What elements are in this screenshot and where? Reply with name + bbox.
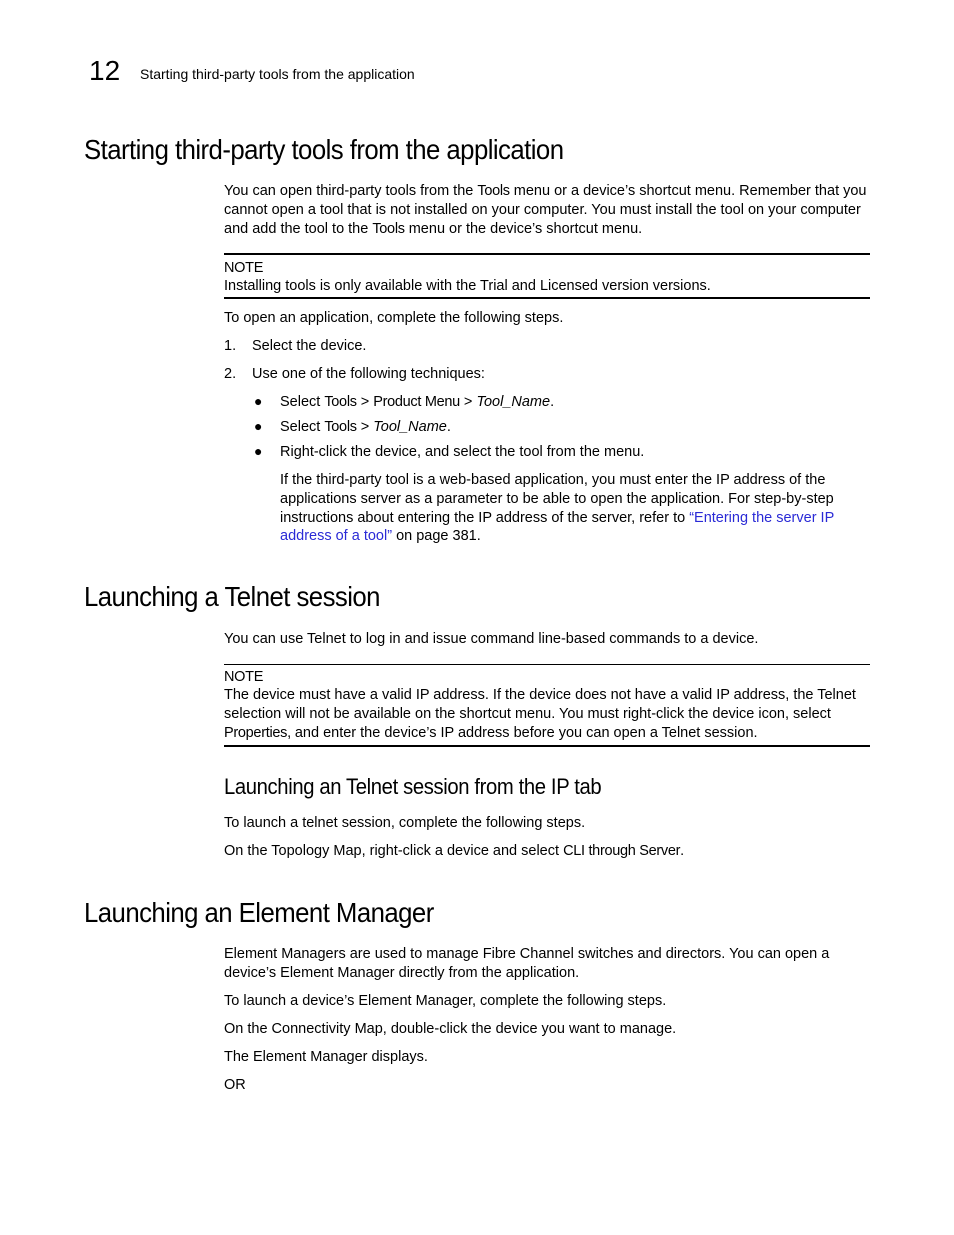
step-text: Select the device. — [252, 338, 367, 354]
bullet-icon: ● — [254, 393, 263, 409]
note-box — [224, 253, 870, 299]
bullet-icon: ● — [254, 443, 263, 459]
steps-intro: To open an application, complete the following steps. — [224, 310, 564, 326]
element-manager-step: On the Connectivity Map, double-click the device you want to manage. — [224, 1021, 677, 1037]
section-title-telnet: Launching a Telnet session — [84, 581, 380, 612]
note-text: Installing tools is only available with the Trial and Licensed version versions. — [224, 278, 711, 294]
telnet-intro: You can use Telnet to log in and issue command line-based commands to a device. — [224, 631, 759, 647]
telnet-steps-intro: To launch a telnet session, complete the following steps. — [224, 815, 586, 831]
step-number: 1. — [224, 338, 237, 354]
note-text: The device must have a valid IP address. If the device does not have a valid IP address, the Telnet selection will not be available on the shortcut menu. You must right-click the device icon, select Properties, and enter the device’s IP address before you can open a Telnet session. — [224, 687, 856, 741]
note-label: NOTE — [224, 260, 264, 276]
telnet-step-text: On the Topology Map, right-click a device and select CLI through Server. — [224, 843, 685, 859]
intro-paragraph: You can open third-party tools from the Tools menu or a device’s shortcut menu. Remember that you cannot open a tool that is not installed on your computer. You must install the tool on your computer and add the tool to the Tools menu or the device’s shortcut menu. — [224, 183, 867, 237]
subsection-title-telnet-ip-tab: Launching an Telnet session from the IP tab — [224, 774, 602, 799]
element-manager-or: OR — [224, 1077, 246, 1093]
properties-term: Properties, — [224, 724, 291, 741]
step-number: 2. — [224, 366, 237, 382]
section-title-third-party-tools: Starting third-party tools from the application — [84, 134, 564, 165]
cli-through-server-term: CLI through Server — [563, 843, 681, 859]
bullet-item: Select Tools > Tool_Name. — [280, 419, 451, 435]
element-manager-result: The Element Manager displays. — [224, 1049, 428, 1065]
element-manager-steps-intro: To launch a device’s Element Manager, complete the following steps. — [224, 993, 667, 1009]
web-based-paragraph: If the third-party tool is a web-based application, you must enter the IP address of the applications server as a parameter to be able to open the application. For step-by-step instructions about entering the IP address of the server, refer to “Entering the server IP address of a tool” on page 381. — [280, 472, 834, 545]
element-manager-intro: Element Managers are used to manage Fibre Channel switches and directors. You can open a device’s Element Manager directly from the application. — [224, 946, 830, 981]
step-text: Use one of the following techniques: — [252, 366, 485, 382]
running-header: Starting third-party tools from the application — [140, 66, 415, 82]
tools-menu-term: Tools — [477, 183, 510, 199]
section-title-element-manager: Launching an Element Manager — [84, 897, 434, 928]
chapter-number: 12 — [89, 55, 121, 86]
bullet-icon: ● — [254, 418, 263, 434]
bullet-item: Select Tools > Product Menu > Tool_Name. — [280, 394, 555, 410]
note-label: NOTE — [224, 669, 264, 685]
note-box — [224, 664, 870, 747]
tools-menu-term: Tools — [372, 220, 405, 237]
cross-reference-link[interactable]: “Entering the server IP address of a tool” — [280, 509, 834, 545]
bullet-item: Right-click the device, and select the tool from the menu. — [280, 444, 645, 460]
